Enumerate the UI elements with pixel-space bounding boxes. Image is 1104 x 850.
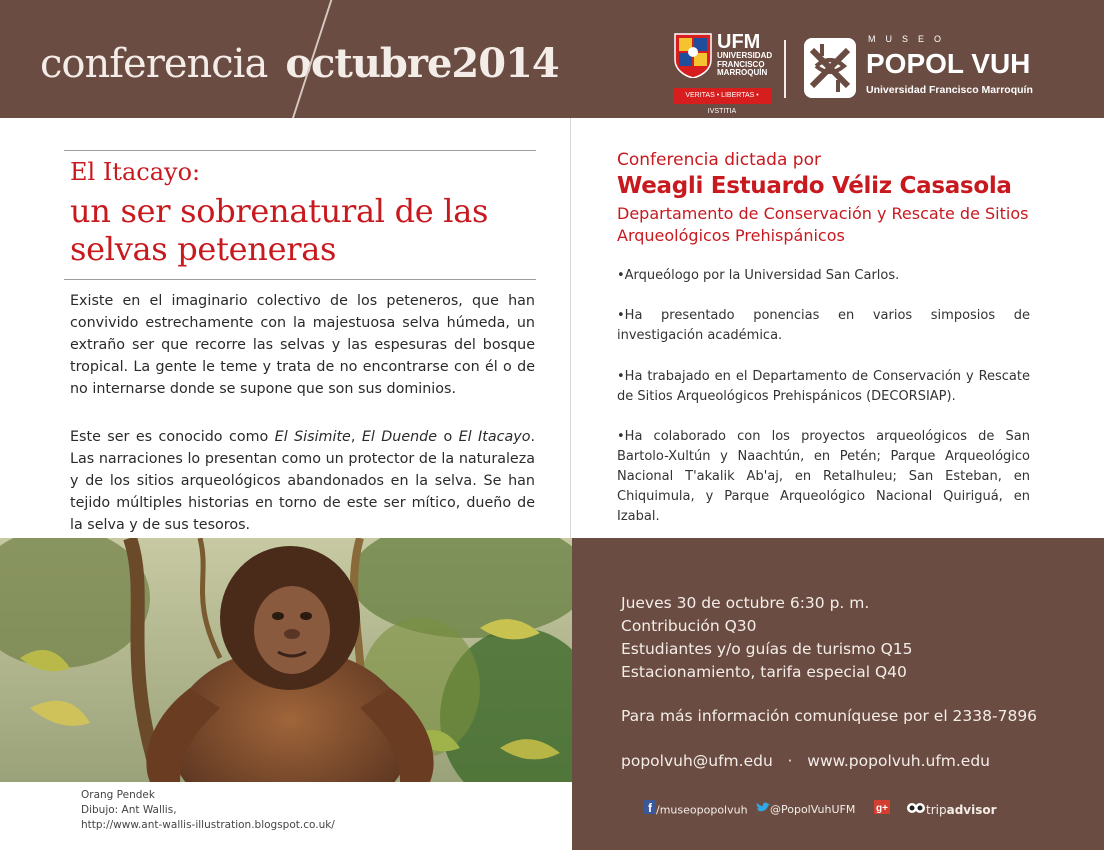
event-more-info: Para más información comuníquese por el 2338-7896: [621, 707, 1038, 725]
speaker-name: Weagli Estuardo Véliz Casasola: [617, 173, 1012, 199]
event-students-fee: Estudiantes y/o guías de turismo Q15: [621, 640, 913, 658]
ufm-shield-icon: [673, 32, 713, 78]
logo-divider: [784, 40, 786, 98]
ufm-logo: [673, 32, 773, 114]
popol-museo-label: MUSEO: [868, 34, 952, 44]
event-info-block: [572, 538, 1104, 850]
header-banner: [0, 0, 1104, 118]
credential-item: •Arqueólogo por la Universidad San Carlos.: [617, 268, 900, 283]
article-title: un ser sobrenatural de las selvas peteneras: [70, 192, 489, 268]
popol-university: Universidad Francisco Marroquín: [866, 84, 1033, 96]
bottom-rule: [64, 279, 536, 280]
lecture-intro: Conferencia dictada por: [617, 150, 821, 170]
title-word-octubre: octubre2014: [285, 40, 559, 87]
ufm-motto: VERITAS • LIBERTAS • IVSTITIA: [673, 88, 771, 104]
event-parking-fee: Estacionamiento, tarifa especial Q40: [621, 663, 907, 681]
twitter-bird-icon: [756, 800, 770, 820]
caption-url[interactable]: http://www.ant-wallis-illustration.blogspot.co.uk/: [81, 819, 335, 831]
credential-item: •Ha colaborado con los proyectos arqueológicos de San Bartolo-Xultún y Naachtún, en Petén; Parque Arqueológico Nacional T'akalik Ab'aj, en Retalhuleu; San Esteban, en Chiquimula, y Parque Arqueológico Nacional Quiriguá, en Izabal.: [617, 429, 1030, 524]
google-plus-icon: [874, 800, 890, 821]
twitter-link[interactable]: @PopolVuhUFM: [756, 800, 855, 820]
top-rule: [64, 150, 536, 151]
caption-title: Orang Pendek: [81, 789, 155, 801]
column-divider: [570, 118, 571, 538]
googleplus-link[interactable]: [874, 800, 890, 820]
svg-text:f: f: [648, 801, 652, 814]
title-word-conferencia: conferencia: [40, 41, 268, 87]
facebook-link[interactable]: f /museopopolvuh: [644, 800, 748, 820]
popol-vuh-name: POPOL VUH: [866, 48, 1031, 79]
facebook-icon: [644, 800, 656, 821]
caption-credit: Dibujo: Ant Wallis,: [81, 804, 177, 816]
event-contacts[interactable]: popolvuh@ufm.edu · www.popolvuh.ufm.edu: [621, 752, 991, 770]
event-contribution: Contribución Q30: [621, 617, 757, 635]
credential-item: •Ha trabajado en el Departamento de Conservación y Rescate de Sitios Arqueológicos Prehispánicos (DECORSIAP).: [617, 369, 1030, 404]
article-subtitle: El Itacayo:: [70, 158, 201, 186]
credential-item: •Ha presentado ponencias en varios simposios de investigación académica.: [617, 308, 1030, 343]
illustration-caption: [81, 788, 335, 833]
tripadvisor-link[interactable]: tripadvisor: [906, 800, 997, 820]
article-paragraph-1: Existe en el imaginario colectivo de los peteneros, que han convivido estrechamente con la majestuosa selva húmeda, un extraño ser que recorre las selvas y las espesuras del bosque tropical. La gente le teme y trata de no encontrarse con él o de no internarse donde se supone que son sus dominios.: [70, 293, 535, 397]
ufm-subtitle: UNIVERSIDAD FRANCISCO MARROQUÍN: [717, 51, 773, 77]
svg-text:g+: g+: [876, 803, 888, 814]
ufm-name: UFM: [717, 31, 761, 53]
orang-pendek-illustration: [0, 538, 572, 782]
tripadvisor-owl-icon: [906, 801, 926, 821]
popol-vuh-knot-icon: [802, 36, 858, 100]
page-title: [40, 40, 559, 87]
speaker-department: Departamento de Conservación y Rescate de Sitios Arqueológicos Prehispánicos: [617, 204, 1029, 245]
jungle-creature-image: [0, 538, 572, 782]
event-date: Jueves 30 de octubre 6:30 p. m.: [621, 594, 870, 612]
article-paragraph-2: Este ser es conocido como El Sisimite, El Duende o El Itacayo. Las narraciones lo presentan como un protector de la naturaleza y de los sitios arqueológicos abandonados en la selva. Se han tejido múltiples historias en torno de este ser mítico, dueño de la selva y de sus tesoros.: [70, 429, 536, 533]
